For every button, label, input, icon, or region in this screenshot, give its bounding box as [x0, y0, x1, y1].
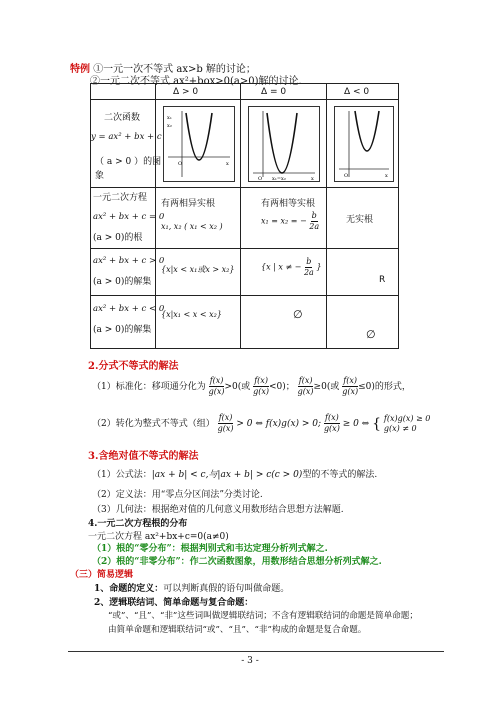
sec4-line-1: （1）根的“零分布”：根据判别式和韦达定理分析列式解之. [92, 544, 328, 554]
sec3-line-1: （1）公式法：|ax + b| < c,与|ax + b| > c(c > 0)型的不等式的解法. [92, 470, 378, 480]
row2-label-b: ax² + bx + c = 0 [93, 212, 165, 222]
sec2-line-1: （1）标准化：移项通分化为 $\frac{f(x)}{g(x)}$ >0(或 $\frac{f(x)}{g(x)}$ <0)； $\frac{f(x)}{g(x)}$ ≥0(或 $\frac{f(x)}{g(x)}$ ≤0)的形式， [92, 376, 411, 396]
row3-solution-set-1: {x|x < x₁或x > x₂} [161, 265, 235, 274]
row1-label-c: （ a > 0 ）的图 [95, 157, 162, 167]
row2-label-a: 一元二次方程 [93, 193, 148, 203]
row3-solution-set-2: {x | x ≠ − $\frac{b}{2a}$ } [261, 257, 322, 277]
row2-two-roots-math: x₁, x₂ ( x₁ < x₂ ) [161, 222, 223, 231]
part3-paragraph-1: “或”、“且”、“非”这些词叫做逻辑联结词；不含有逻辑联结词的命题是简单命题； [108, 611, 418, 621]
parabola-two-roots-svg [164, 107, 234, 181]
parabola-double-root-svg [249, 107, 319, 181]
sec4-intro: 一元二次方程 ax²+bx+c=0(a≠0) [88, 532, 229, 542]
graph-two-roots [163, 106, 235, 182]
row2-no-roots: 无实根 [346, 215, 374, 225]
sec2-line-2: （2）转化为整式不等式（组） $\frac{f(x)}{g(x)}$ > 0 ⇔ f(x)g(x) > 0; $\frac{f(x)}{g(x)}$ ≥ 0 ⇔ { f(x)g(x) ≥ 0 g(x) ≠ 0 [92, 413, 431, 433]
row1-label-b: y = ax² + bx + c [91, 132, 162, 142]
row2-equal-roots-math: x₁ = x₂ = − $\frac{b}{2a}$ [261, 211, 320, 231]
row2-equal-roots: 有两相等实根 [261, 199, 316, 209]
row3-label-b: (a > 0)的解集 [93, 277, 152, 287]
row2-label-c: (a > 0)的根 [93, 233, 143, 243]
part3-paragraph-2: 由简单命题和逻辑联结词“或”、“且”、“非”构成的命题是复合命题。 [108, 625, 367, 635]
part3-title: （三）简易逻辑 [70, 570, 134, 580]
example-label: 特例 [70, 64, 90, 75]
header-delta-positive: Δ > 0 [173, 87, 199, 97]
row1-label-d: 象 [95, 171, 105, 181]
example-line-1: 特例 ①一元一次不等式 ax>b 解的讨论； [70, 64, 256, 75]
quadratic-table [90, 83, 399, 349]
sec3-line-3: （3）几何法：根据绝对值的几何意义用数形结合思想方法解题. [92, 505, 344, 515]
sec4-line-2: （2）根的“非零分布”：作二次函数图象，用数形结合思想分析列式解之. [92, 557, 382, 567]
g3-label-origin: O [344, 173, 349, 179]
header-delta-zero: Δ = 0 [261, 87, 287, 97]
row4-solution-set-1: {x|x₁ < x < x₂} [161, 310, 222, 319]
graph-no-roots [334, 106, 394, 182]
part3-item-2: 2、逻辑联结词、简单命题与复合命题： [94, 598, 254, 608]
example-line-2: ②一元二次不等式 ax²+box>0(a>0)解的讨论. [90, 76, 302, 87]
g1-label-x1: x₁ [167, 115, 172, 121]
row2-two-roots: 有两相异实根 [161, 199, 216, 209]
sec3-line-2: （2）定义法：用“零点分区间法”分类讨论. [92, 490, 263, 500]
row1-label-a: 二次函数 [104, 113, 141, 123]
header-delta-negative: Δ < 0 [344, 87, 370, 97]
g2-label-root: x₁=x₂ [272, 176, 286, 181]
g3-label-x: x [385, 173, 388, 179]
sec4-title: 4.一元二次方程根的分布 [88, 519, 188, 529]
row4-label-a: ax² + bx + c < 0 [93, 304, 165, 314]
g1-label-x2: x₂ [167, 123, 172, 129]
row3-solution-set-3: R [379, 275, 386, 285]
g1-label-origin: O [178, 161, 183, 167]
footer-divider [68, 651, 444, 652]
g2-label-x: x [311, 176, 314, 181]
row4-empty-set-3: ∅ [366, 328, 376, 341]
row3-label-a: ax² + bx + c > 0 [93, 256, 165, 266]
graph-double-root [248, 106, 320, 182]
row4-label-b: (a > 0)的解集 [93, 325, 152, 335]
sec2-title: 2.分式不等式的解法 [88, 361, 179, 372]
g2-label-origin: O [258, 176, 263, 181]
page-number: - 3 - [241, 656, 259, 666]
sec3-title: 3.含绝对值不等式的解法 [88, 451, 199, 462]
row4-empty-set-2: ∅ [293, 308, 303, 321]
g1-label-x: x [226, 161, 229, 167]
part3-item-1: 1、命题的定义：可以判断真假的语句叫做命题。 [94, 584, 290, 594]
parabola-no-roots-svg [335, 107, 393, 181]
